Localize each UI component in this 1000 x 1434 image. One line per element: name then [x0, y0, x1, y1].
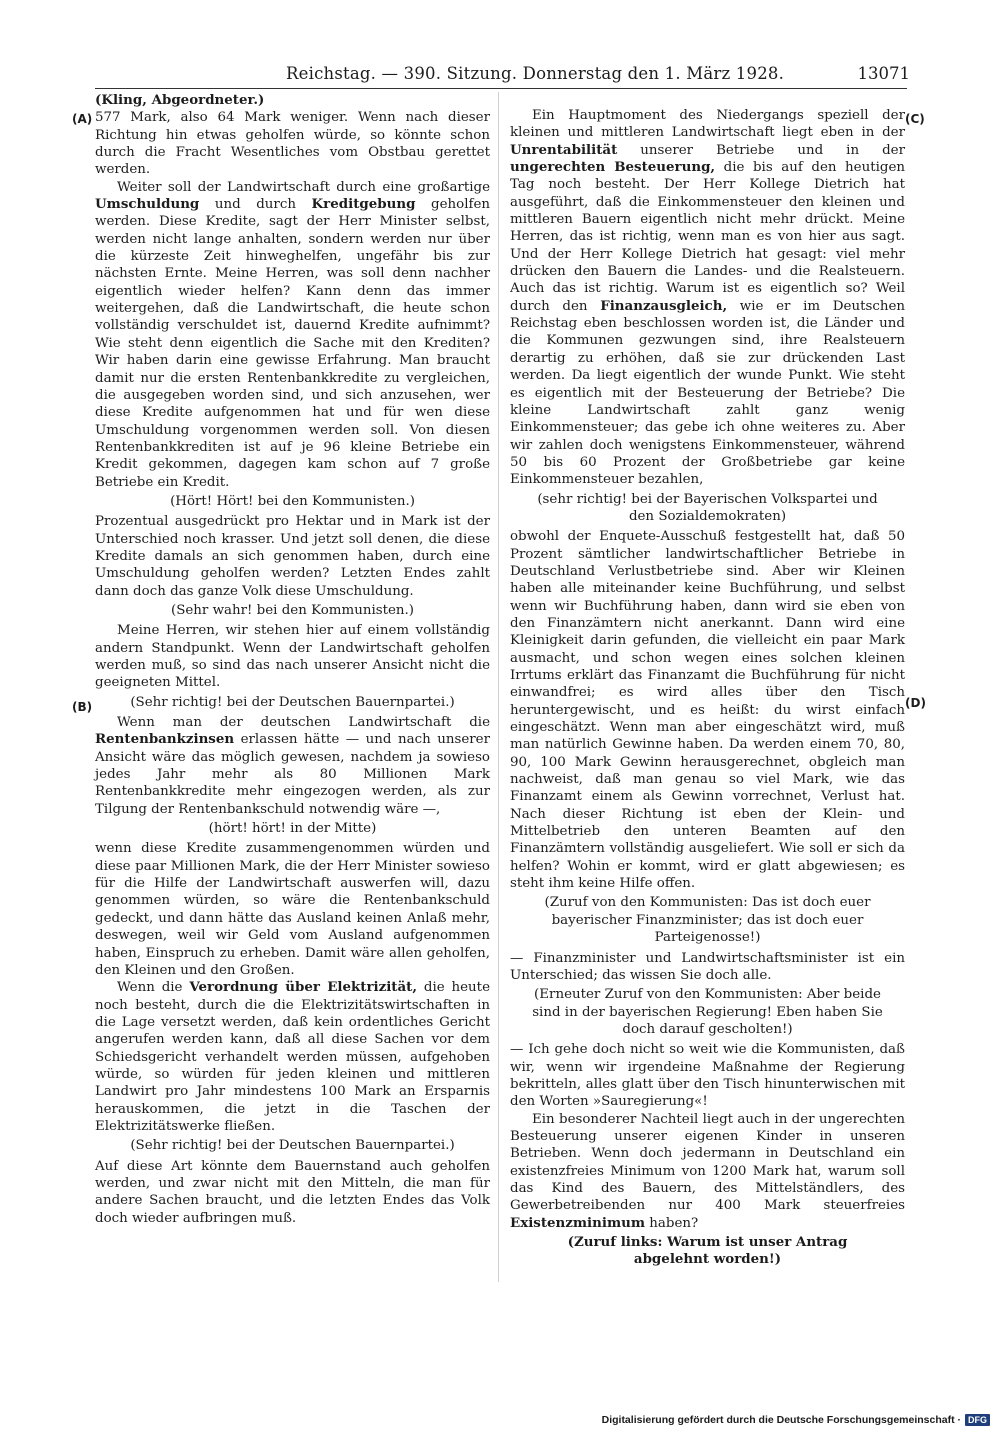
paragraph: obwohl der Enquete-Ausschuß festgestellt hat, daß 50 Prozent sämtlicher landwirtschaftlicher Betriebe in Deutschland Verlustbetriebe sind. Aber wir Kleinen haben alle miteinander keine Buchführung, und selbst wenn wir Buchführung haben, dann wird sie eben von den Finanzämtern nicht anerkannt. Dann wird eine Kleinigkeit darin gefunden, die vielleicht ein paar Mark ausmacht, und schon wegen eines solchen kleinen Irrtums erklärt das Finanzamt die Buchführung für nicht einwandfrei; es wird alles über den Tisch heruntergewischt, und es heißt: du wirst einfach eingeschätzt. Wenn man aber eingeschätzt wird, muß man natürlich Gewinne haben. Da werden einem 70, 80, 90, 100 Mark Gewinn herausgerechnet, obgleich man nachweist, daß man genau so viel Mark, wie das Finanzamt einem als Gewinn vorrechnet, Verlust hat. Nach dieser Richtung ist eben der Klein- und Mittelbetrieb den unteren Beamten auf den Finanzämtern vollständig ausgeliefert. Wie soll er sich da helfen? Wohin er kommt, wird er glatt abgewiesen; es steht ihm keine Hilfe offen. — [510, 529, 905, 892]
interjection: (sehr richtig! bei der Bayerischen Volkspartei und den Sozialdemokraten) — [537, 491, 878, 524]
paragraph: — Finanzminister und Landwirtschaftsminister ist ein Unterschied; das wissen Sie doch alle. — [510, 950, 905, 983]
margin-marker-b: (B) — [72, 700, 93, 714]
column-divider — [498, 92, 499, 1282]
left-column — [95, 92, 490, 1227]
dfg-logo-icon: DFG — [965, 1414, 990, 1426]
speaker-label: (Kling, Abgeordneter.) — [95, 92, 265, 108]
paragraph: Weiter soll der Landwirtschaft durch eine großartige Umschuldung und durch Kreditgebung geholfen werden. Diese Kredite, sagt der Herr Minister selbst, werden nicht lange anhalten, sondern werden nur über die kürzeste Zeit hinweghelfen, ungefähr bis zur nächsten Ernte. Meine Herren, was soll denn nachher eigentlich wieder helfen? Kann denn das immer weitergehen, daß die Landwirtschaft, die heute schon vollständig verschuldet ist, dauernd Kredite aufnimmt? Wie steht denn eigentlich die Sache mit den Krediten? Wir haben darin eine gewisse Erfahrung. Man braucht damit nur die ersten Rentenbankkredite zu vergleichen, die ausgegeben worden sind, und sich anzusehen, wer diese Kredite aufgenommen hat und für wen diese Umschuldung vorgenommen werden soll. Von diesen Rentenbankkrediten ist auf je 96 kleine Betriebe ein Kredit gekommen, dagegen kam schon auf 7 große Betriebe ein Kredit. — [95, 179, 490, 490]
paragraph: wenn diese Kredite zusammengenommen würden und diese paar Millionen Mark, die der Herr Minister sowieso für die Hilfe der Landwirtschaft auswerfen will, dazu genommen würden, so wäre die Rentenbankschuld gedeckt, und dann hätte das Ausland keinen Anlaß mehr, deswegen, weil wir Geld vom Ausland aufgenommen haben, Einspruch zu erheben. Damit wäre allen geholfen, den Kleinen und den Großen. — [95, 841, 490, 978]
margin-marker-c: (C) — [905, 112, 925, 126]
interjection: (Sehr wahr! bei den Kommunisten.) — [170, 602, 415, 618]
paragraph: Prozentual ausgedrückt pro Hektar und in Mark ist der Unterschied noch krasser. Und jetzt soll denen, die diese Kredite damals an sich genommen haben, durch eine Umschuldung geholfen werden? Letzten Endes zahlt dann doch das ganze Volk diese Umschuldung. — [95, 514, 490, 599]
footer-text: Digitalisierung gefördert durch die Deutsche Forschungsgemeinschaft · — [601, 1414, 961, 1426]
paragraph: Wenn man der deutschen Landwirtschaft die Rentenbankzinsen erlassen hätte — und nach unserer Ansicht wäre das möglich gewesen, nachdem ja sowieso jedes Jahr mehr als 80 Millionen Mark Rentenbankkredite mehr eingezogen werden, als zur Tilgung der Rentenbankschuld notwendig wäre —, — [95, 715, 490, 817]
interjection: (hört! hört! in der Mitte) — [208, 821, 377, 837]
paragraph: Auf diese Art könnte dem Bauernstand auch geholfen werden, und zwar nicht mit den Mitteln, die man für andere Sachen braucht, und die letzten Endes das Volk doch wieder aufbringen muß. — [95, 1158, 490, 1226]
paragraph: Ein Hauptmoment des Niedergangs speziell der kleinen und mittleren Landwirtschaft liegt eben in der Unrentabilität unserer Betriebe und in der ungerechten Besteuerung, die bis auf den heutigen Tag noch besteht. Der Herr Kollege Dietrich hat ausgeführt, daß die Einkommensteuer den kleinen und mittleren Bauern eigentlich nicht mehr drückt. Meine Herren, das ist richtig, wenn man es von hier aus sagt. Und der Herr Kollege Dietrich hat gesagt: viel mehr drücken den Bauern die Landes- und die Realsteuern. Auch das ist richtig. Warum ist es eigentlich so? Weil durch den Finanzausgleich, wie er im Deutschen Reichstag eben beschlossen worden ist, die Länder und die Kommunen gezwungen sind, ihre Realsteuern derartig zu erhöhen, daß sie zur drückenden Last werden. Da liegt eigentlich der wunde Punkt. Wie steht es eigentlich mit der Besteuerung der Betriebe? Die kleine Landwirtschaft zahlt ganz wenig Einkommensteuer; das gebe ich ohne weiteres zu. Aber wir zahlen doch wenigstens Einkommensteuer, während 50 bis 60 Prozent der Großbetriebe gar keine Einkommensteuer bezahlen, — [510, 108, 905, 488]
page-header — [258, 62, 910, 86]
header-title: Reichstag. — 390. Sitzung. Donnerstag den 1. März 1928. — [286, 64, 785, 83]
footer-credit — [602, 1414, 990, 1426]
paragraph: — Ich gehe doch nicht so weit wie die Kommunisten, daß wir, wenn wir irgendeine Maßnahme der Regierung bekritteln, alles glatt über den Tisch hinunterwischen mit den Worten »Sauregierung«! — [510, 1042, 905, 1110]
header-rule — [95, 88, 907, 89]
interjection: (Zuruf links: Warum ist unser Antrag abgelehnt worden!) — [567, 1234, 848, 1268]
right-column — [510, 92, 905, 1272]
interjection: (Hört! Hört! bei den Kommunisten.) — [170, 493, 415, 509]
interjection: (Zuruf von den Kommunisten: Das ist doch euer bayerischer Finanzminister; das ist doch euer Parteigenosse!) — [544, 895, 871, 946]
interjection: (Sehr richtig! bei der Deutschen Bauernpartei.) — [130, 1138, 455, 1154]
interjection: (Sehr richtig! bei der Deutschen Bauernpartei.) — [130, 694, 455, 710]
paragraph: 577 Mark, also 64 Mark weniger. Wenn nach dieser Richtung hin etwas geholfen würde, so könnte schon durch die Fracht Wesentliches vom Obstbau gerettet werden. — [95, 110, 490, 178]
page-number: 13071 — [857, 64, 910, 83]
margin-marker-d: (D) — [905, 696, 926, 710]
interjection: (Erneuter Zuruf von den Kommunisten: Aber beide sind in der bayerischen Regierung! Eben haben Sie doch darauf gescholten!) — [532, 987, 883, 1037]
paragraph: Ein besonderer Nachteil liegt auch in der ungerechten Besteuerung unserer eigenen Kinder in unseren Betrieben. Wenn doch jedermann in Deutschland ein existenzfreies Minimum von 1200 Mark hat, warum soll das Kind des Bauern, des Mittelständlers, des Gewerbetreibenden nur 400 Mark steuerfreies Existenzminimum haben? — [510, 1111, 905, 1231]
paragraph: Meine Herren, wir stehen hier auf einem vollständig andern Standpunkt. Wenn der Landwirtschaft geholfen werden muß, so sind das nach unserer Ansicht nicht die geeigneten Mittel. — [95, 623, 490, 691]
paragraph: Wenn die Verordnung über Elektrizität, die heute noch besteht, durch die die Elektrizitätswirtschaften in die Lage versetzt werden, daß kein ordentliches Gericht angerufen werden kann, daß all diese Sachen vor dem Schiedsgericht verhandelt werden müssen, aufgehoben würde, so würden für jeden kleinen und mittleren Landwirt pro Jahr mindestens 100 Mark an Ersparnis herauskommen, die jetzt in die Taschen der Elektrizitätswerke fließen. — [95, 979, 490, 1134]
margin-marker-a: (A) — [72, 112, 93, 126]
